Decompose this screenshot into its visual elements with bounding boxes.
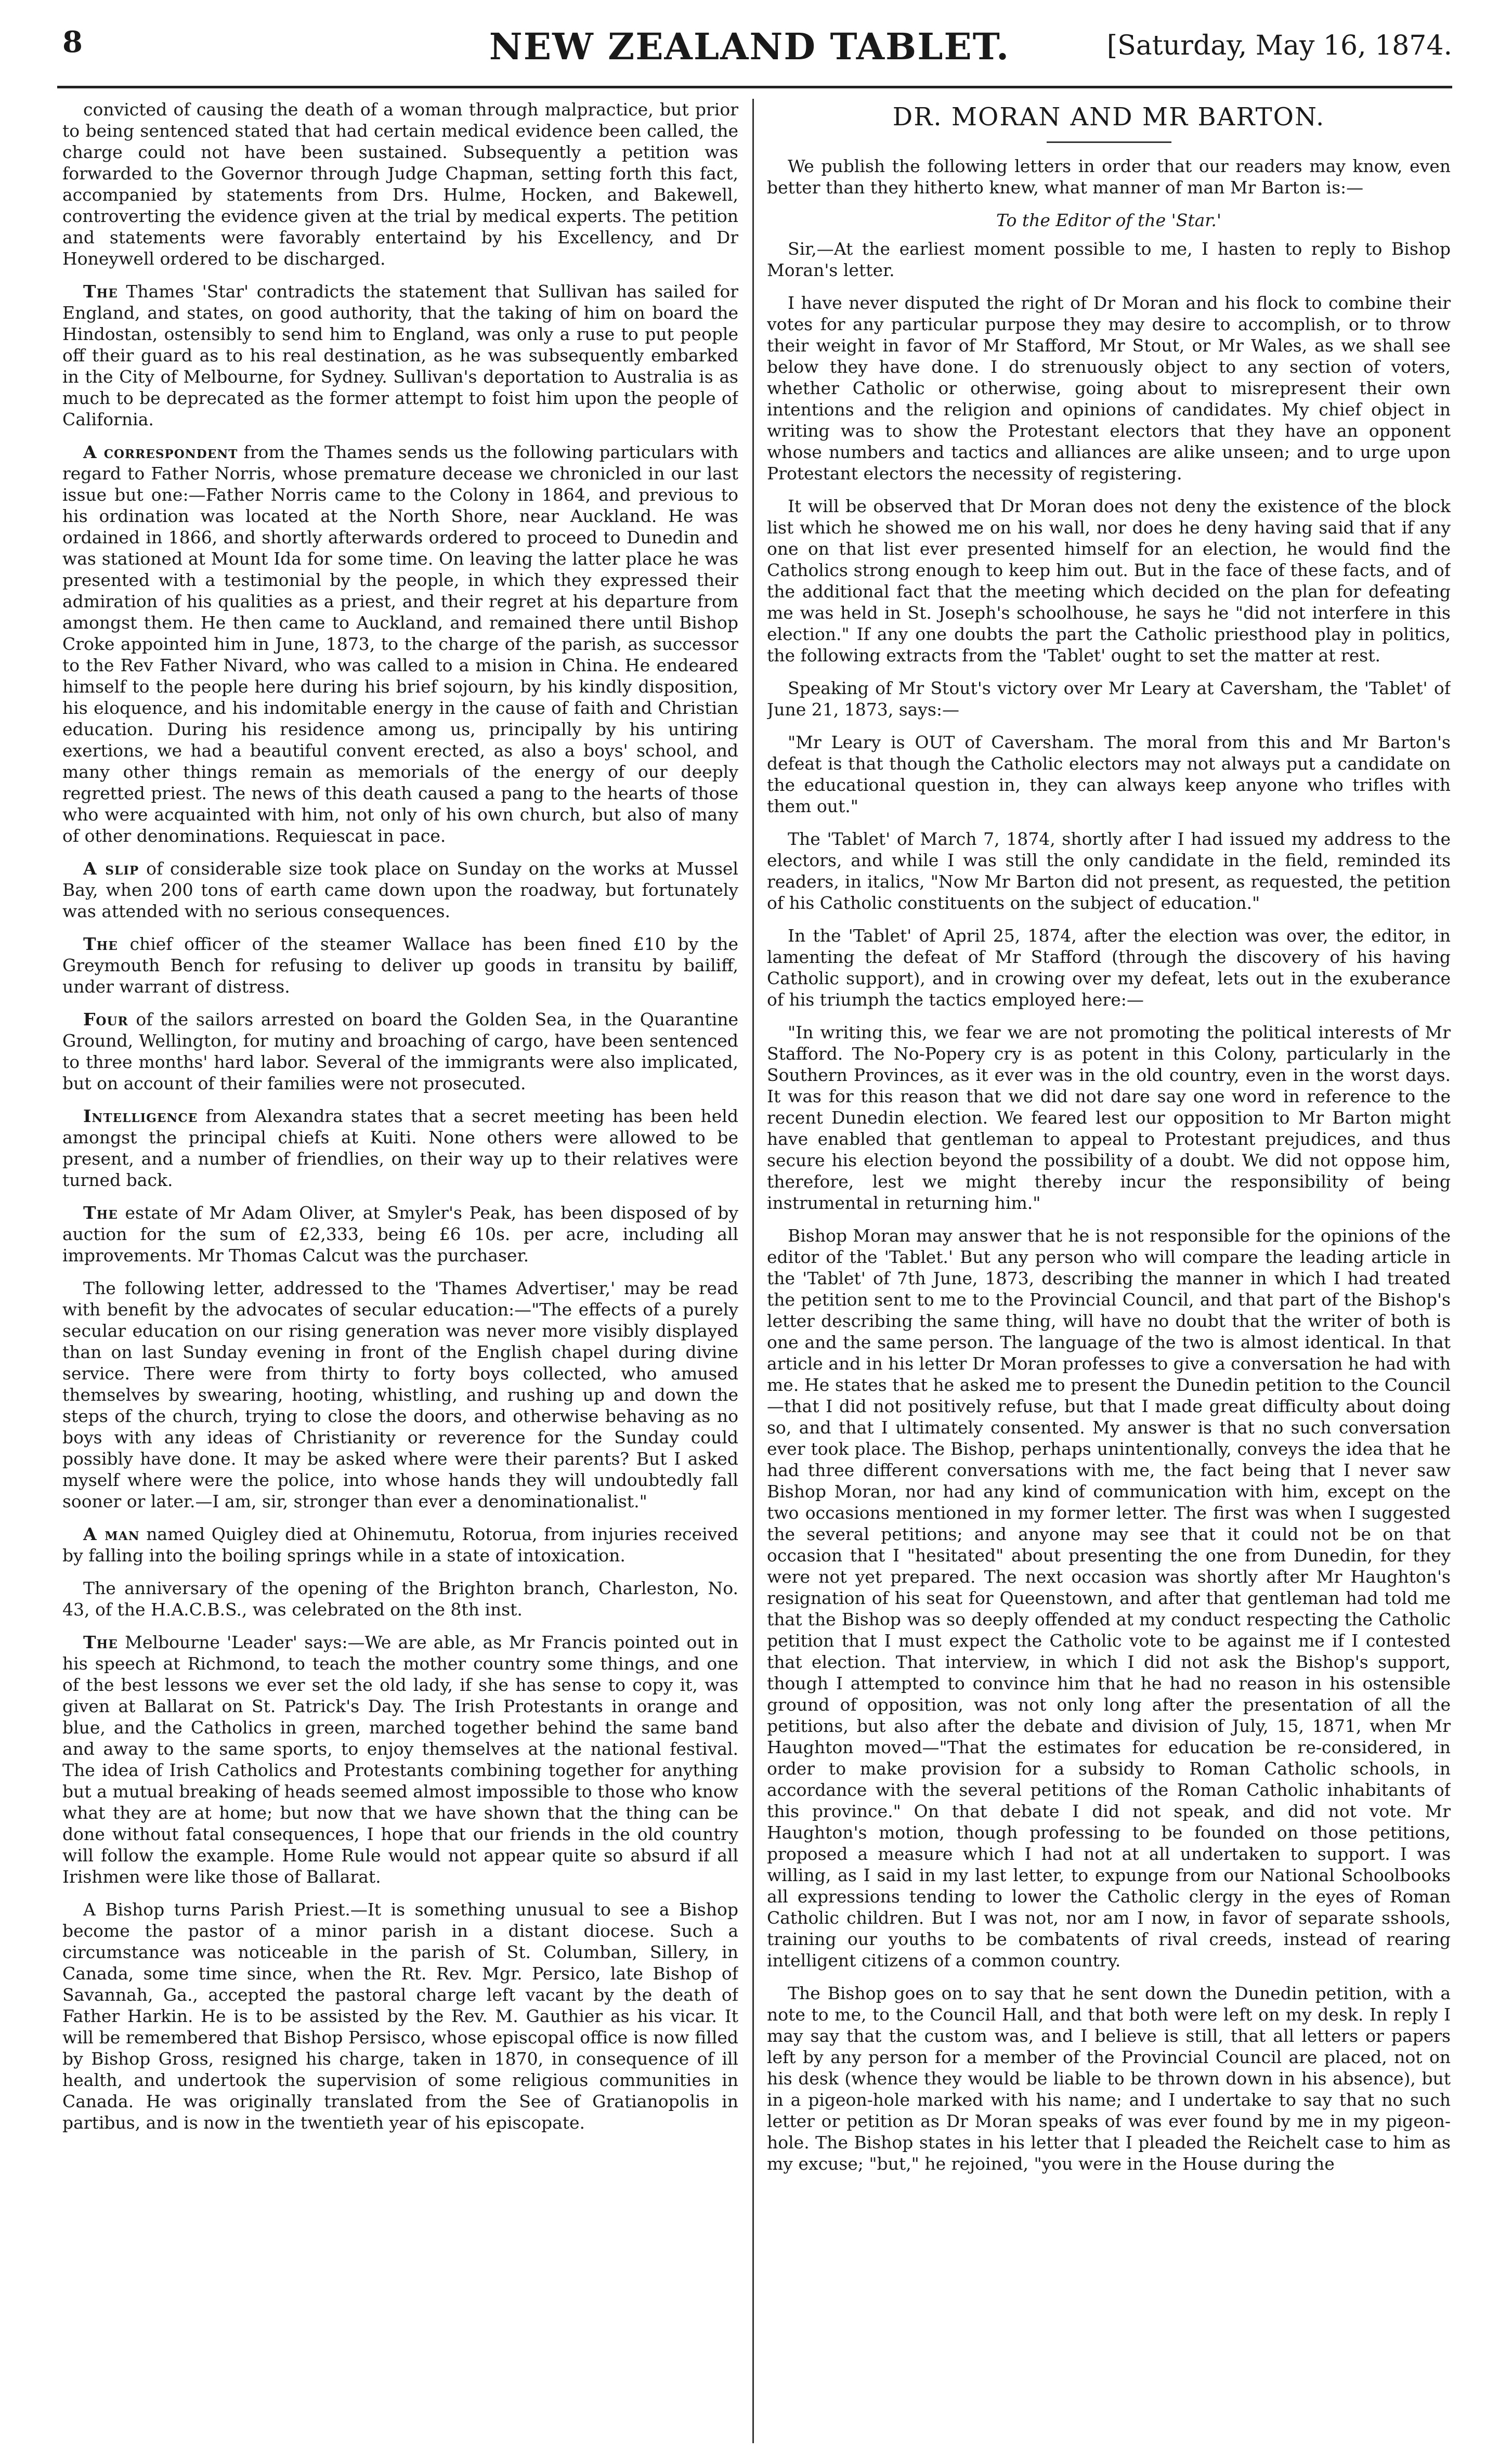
letter-paragraph: Sir,—At the earliest moment possible to me, I hasten to reply to Bishop Moran's letter. (767, 239, 1451, 280)
issue-date: [Saturday, May 16, 1874. (1106, 30, 1452, 61)
news-paragraph: A man named Quigley died at Ohinemutu, Rotorua, from injuries received by falling into the boiling springs while in a state of intoxication. (62, 1524, 738, 1566)
letter-paragraph: It will be observed that Dr Moran does not deny the existence of the block list which he showed me on his wall, nor does he deny having said that if any one on that list ever presented himself for an election, he would find the Catholics strong enough to keep him out. But in the face of these facts, and of the additional fact that the meeting which decided on the plan for defeating me was held in St. Joseph's schoolhouse, he says he "did not interfere in this election." If any one doubts the part the Catholic priesthood play in politics, the following extracts from the 'Tablet' ought to set the matter at rest. (767, 496, 1451, 666)
news-paragraph: The Thames 'Star' contradicts the statement that Sullivan has sailed for England, and states, on good authority, that the taking of him on board the Hindostan, ostensibly to send him to England, was only a ruse to put people off their guard as to his real destination, as he was subsequently embarked in the City of Melbourne, for Sydney. Sullivan's deportation to Australia is as much to be deprecated as the former attempt to foist him upon the people of California. (62, 281, 738, 429)
newspaper-title: NEW ZEALAND TABLET. (489, 25, 1010, 68)
column-divider (752, 99, 754, 2443)
news-paragraph: Four of the sailors arrested on board the Golden Sea, in the Quarantine Ground, Wellington, for mutiny and broaching of cargo, have been sentenced to three months' hard labor. Several of the immigrants were also implicated, but on account of their families were not prosecuted. (62, 1009, 738, 1093)
letter-paragraph: Speaking of Mr Stout's victory over Mr Leary at Caversham, the 'Tablet' of June 21, 1873, says:— (767, 678, 1451, 720)
letter-paragraph: I have never disputed the right of Dr Moran and his flock to combine their votes for any particular purpose they may desire to accomplish, or to throw their weight in favor of Mr Stafford, Mr Stout, or Mr Wales, as we shall see below they have done. I do strenuously object to any section of voters, whether Catholic or otherwise, going about to misrepresent their own intentions and the religion and opinions of candidates. My chief object in writing was to show the Protestant electors that they have an opponent whose numbers and tactics and alliances are alike unseen; and to urge upon Protestant electors the necessity of registering. (767, 293, 1451, 484)
left-column (62, 99, 738, 2443)
letter-paragraph: The 'Tablet' of March 7, 1874, shortly after I had issued my address to the electors, and while I was still the only candidate in the field, reminded its readers, in italics, "Now Mr Barton did not present, as requested, the petition of his Catholic constituents on the subject of education." (767, 829, 1451, 913)
news-paragraph: A correspondent from the Thames sends us the following particulars with regard to Father Norris, whose premature decease we chronicled in our last issue but one:—Father Norris came to the Colony in 1864, and previous to his ordination was located at the North Shore, near Auckland. He was ordained in 1866, and shortly afterwards ordered to proceed to Dunedin and was stationed at Mount Ida for some time. On leaving the latter place he was presented with a testimonial by the people, in which they expressed their admiration of his qualities as a priest, and their regret at his departure from amongst them. He then came to Auckland, and remained there until Bishop Croke appointed him in June, 1873, to the charge of the parish, as successor to the Rev Father Nivard, who was called to a mision in China. He endeared himself to the people here during his brief sojourn, by his kindly disposition, his eloquence, and his indomitable energy in the cause of faith and Christian education. During his residence among us, principally by his untiring exertions, we had a beautiful convent erected, as also a boys' school, and many other things remain as memorials of the energy of our deeply regretted priest. The news of this death caused a pang to the hearts of those who were acquainted with him, not only of his own church, but also of many of other denominations. Requiescat in pace. (62, 442, 738, 846)
news-paragraph: The estate of Mr Adam Oliver, at Smyler's Peak, has been disposed of by auction for the sum of £2,333, being £6 10s. per acre, including all improvements. Mr Thomas Calcut was the purchaser. (62, 1203, 738, 1266)
news-paragraph: Intelligence from Alexandra states that a secret meeting has been held amongst the principal chiefs at Kuiti. None others were allowed to be present, and a number of friendlies, on their way up to their relatives were turned back. (62, 1106, 738, 1190)
news-paragraph: The Melbourne 'Leader' says:—We are able, as Mr Francis pointed out in his speech at Richmond, to teach the mother country some things, and one of the best lessons we ever set the old lady, if she has sense to copy it, was given at Ballarat on St. Patrick's Day. The Irish Protestants in orange and blue, and the Catholics in green, marched together behind the same band and away to the same sports, to enjoy themselves at the national festival. The idea of Irish Catholics and Protestants combining together for anything but a mutual breaking of heads seemed almost impossible to those who know what they are at home; but now that we have shown that the thing can be done without fatal consequences, I hope that our friends in the old country will follow the example. Home Rule would not appear quite so absurd if all Irishmen were like those of Ballarat. (62, 1632, 738, 1887)
news-paragraph: convicted of causing the death of a woman through malpractice, but prior to being sentenced stated that had certain medical evidence been called, the charge could not have been sustained. Subsequently a petition was forwarded to the Governor through Judge Chapman, setting forth this fact, accompanied by statements from Drs. Hulme, Hocken, and Bakewell, controverting the evidence given at the trial by medical experts. The petition and statements were favorably entertaind by his Excellency, and Dr Honeywell ordered to be discharged. (62, 99, 738, 269)
page-number: 8 (62, 25, 83, 59)
letter-quotation: "Mr Leary is OUT of Caversham. The moral from this and Mr Barton's defeat is that though the Catholic electors may not always put a candidate on the educational question in, they can always keep anyone who trifles with them out." (767, 732, 1451, 816)
header-rule (57, 86, 1452, 88)
right-column (767, 99, 1451, 2443)
article-title: DR. MORAN AND MR BARTON. (892, 102, 1325, 132)
letter-paragraph: In the 'Tablet' of April 25, 1874, after the election was over, the editor, in lamenting the defeat of Mr Stafford (through the discovery of his having Catholic support), and in crowing over my defeat, lets out in the exuberance of his triumph the tactics employed here:— (767, 925, 1451, 1010)
news-paragraph: The chief officer of the steamer Wallace has been fined £10 by the Greymouth Bench for refusing to deliver up goods in transitu by bailiff, under warrant of distress. (62, 934, 738, 997)
article-intro: We publish the following letters in order that our readers may know, even better than they hitherto knew, what manner of man Mr Barton is:— (767, 156, 1451, 198)
letter-paragraph: The Bishop goes on to say that he sent down the Dunedin petition, with a note to me, to the Council Hall, and that both were left on my desk. In reply I may say that the custom was, and I believe is still, that all letters or papers left by any person for a member of the Provincial Council are placed, not on his desk (whence they would be liable to be thrown down in his absence), but in a pigeon-hole marked with his name; and I undertake to say that no such letter or petition as Dr Moran speaks of was ever found by me in my pigeon-hole. The Bishop states in his letter that I pleaded the Reichelt case to him as my excuse; "but," he rejoined, "you were in the House during the (767, 1983, 1451, 2174)
news-paragraph: The following letter, addressed to the 'Thames Advertiser,' may be read with benefit by the advocates of secular education:—"The effects of a purely secular education on our rising generation was never more visibly displayed than on last Sunday evening in front of the English chapel during divine service. There were from thirty to forty boys collected, who amused themselves by swearing, hooting, whistling, and rushing up and down the steps of the church, trying to close the doors, and otherwise behaving as no boys with any ideas of Christianity or reverence for the Sunday could possibly have done. It may be asked where were their parents? But I asked myself where were the police, into whose hands they will undoubtedly fall sooner or later.—I am, sir, stronger than ever a denominationalist." (62, 1278, 738, 1511)
news-paragraph: The anniversary of the opening of the Brighton branch, Charleston, No. 43, of the H.A.C.B.S., was celebrated on the 8th inst. (62, 1578, 738, 1620)
letter-quotation: "In writing this, we fear we are not promoting the political interests of Mr Stafford. The No-Popery cry is as potent in this Colony, particularly in the Southern Provinces, as it ever was in the old country, even in the worst days. It was for this reason that we did not dare say one word in reference to the recent Dunedin election. We feared lest our opposition to Mr Barton might have enabled that gentleman to appeal to Protestant prejudices, and thus secure his election beyond the possibility of a doubt. We did not oppose him, therefore, lest we might thereby incur the responsibility of being instrumental in returning him." (767, 1022, 1451, 1213)
news-paragraph: A Bishop turns Parish Priest.—It is something unusual to see a Bishop become the pastor of a minor parish in a distant diocese. Such a circumstance was noticeable in the parish of St. Columban, Sillery, in Canada, some time since, when the Rt. Rev. Mgr. Persico, late Bishop of Savannah, Ga., accepted the pastoral charge left vacant by the death of Father Harkin. He is to be assisted by the Rev. M. Gauthier as his vicar. It will be remembered that Bishop Persisco, whose episcopal office is now filled by Bishop Gross, resigned his charge, taken in 1870, in consequence of ill health, and undertook the supervision of some religious communities in Canada. He was originally translated from the See of Gratianopolis in partibus, and is now in the twentieth year of his episcopate. (62, 1899, 738, 2133)
masthead (0, 0, 1499, 88)
letter-paragraph: Bishop Moran may answer that he is not responsible for the opinions of the editor of the 'Tablet.' But any person who will compare the leading article in the 'Tablet' of 7th June, 1873, describing the manner in which I had treated the petition sent to me to the Provincial Council, and that part of the Bishop's letter describing the same thing, will have no doubt that the writer of both is one and the same person. The language of the two is almost identical. In that article and in his letter Dr Moran professes to give a conversation he had with me. He states that he asked me to present the Dunedin petition to the Council—that I did not positively refuse, but that I made great difficulty about doing so, and that I ultimately consented. My answer is that no such conversation ever took place. The Bishop, perhaps unintentionally, conveys the idea that he had three different conversations with me, the fact being that I never saw Bishop Moran, nor had any kind of communication with him, except on the two occasions mentioned in my former letter. The first was when I suggested the several petitions; and anyone may see that it could not be on that occasion that I "hesitated" about presenting the one from Dunedin, for they were not yet prepared. The next occasion was shortly after Mr Haughton's resignation of his seat for Queenstown, and after that gentleman had told me that the Bishop was so deeply offended at my conduct respecting the Catholic petition that I must expect the Catholic vote to be against me if I contested that election. That interview, in which I did not ask the Bishop's support, though I attempted to convince him that he had no reason in his ostensible ground of opposition, was not only long after the presentation of all the petitions, but also after the debate and division of July, 15, 1871, when Mr Haughton moved—"That the estimates for education be re-considered, in order to make provision for a subsidy to Roman Catholic schools, in accordance with the several petitions of the Roman Catholic inhabitants of this province." On that debate I did not speak, and did not vote. Mr Haughton's motion, though professing to be founded on those petitions, proposed a measure which I had not at all undertaken to support. I was willing, as I said in my last letter, to expunge from our National Schoolbooks all expressions tending to lower the Catholic clergy in the eyes of Roman Catholic children. But I was not, nor am I now, in favor of separate sshools, training our youths to be combatents of rival creeds, instead of rearing intelligent citizens of a common country. (767, 1226, 1451, 1971)
letter-salutation: To the Editor of the 'Star.' (996, 210, 1221, 230)
news-paragraph: A slip of considerable size took place on Sunday on the works at Mussel Bay, when 200 tons of earth came down upon the roadway, but fortunately was attended with no serious consequences. (62, 858, 738, 921)
title-rule (1047, 141, 1171, 143)
